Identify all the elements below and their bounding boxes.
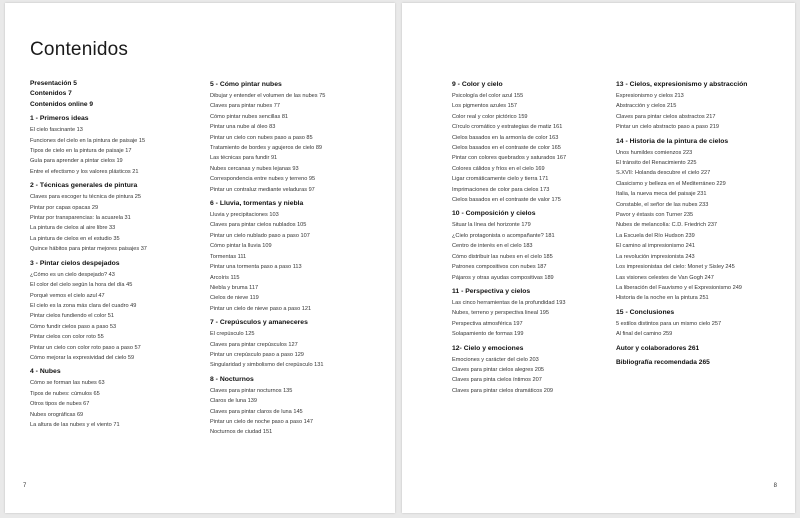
toc-entry: Arcoíris 115 — [210, 274, 240, 281]
toc-entry: Color real y color pictórico 159 — [452, 113, 528, 120]
toc-section-heading: 7 - Crepúsculos y amaneceres — [210, 319, 308, 327]
toc-entry: El color del cielo según la hora del día 45 — [30, 282, 133, 289]
toc-entry: Cómo fundir cielos paso a paso 53 — [30, 323, 117, 330]
toc-section-heading: 15 - Conclusiones — [616, 308, 675, 316]
toc-entry: La revolución impresionista 243 — [616, 253, 695, 260]
toc-column-4 — [616, 79, 786, 368]
page-number-left: 7 — [23, 483, 27, 489]
toc-entry: Pintar un cielo con color roto paso a paso 57 — [30, 344, 141, 351]
toc-entry: ¿Cómo es un cielo despejado? 43 — [30, 271, 115, 278]
toc-entry: Cómo mejorar la expresividad del cielo 59 — [30, 354, 135, 361]
toc-entry: Italia, la nueva meca del paisaje 231 — [616, 191, 707, 198]
toc-section-heading: 12- Cielo y emociones — [452, 344, 524, 352]
toc-entry: Cómo pintar la lluvia 109 — [210, 243, 272, 250]
toc-entry: El cielo es la zona más clara del cuadro 49 — [30, 302, 137, 309]
toc-entry: Cómo distribuir las nubes en el cielo 185 — [452, 253, 553, 260]
toc-entry: Pavor y éxtasis con Turner 235 — [616, 212, 694, 219]
toc-entry: Niebla y bruma 117 — [210, 284, 259, 291]
toc-entry: Claves para pintar cielos abstractos 217 — [616, 113, 716, 120]
toc-entry: Ligar cromáticamente cielo y tierra 171 — [452, 176, 549, 183]
toc-entry: Cielos basados en el contraste de color 165 — [452, 145, 561, 152]
toc-entry: Colores cálidos y fríos en el cielo 169 — [452, 165, 545, 172]
toc-entry: Claros de luna 139 — [210, 398, 257, 405]
toc-entry: Pintar cielos fundiendo el color 51 — [30, 313, 114, 320]
toc-section-heading: 8 - Nocturnos — [210, 375, 254, 383]
toc-entry: Tipos de nubes: cúmulos 65 — [30, 390, 100, 397]
toc-entry: Los pigmentos azules 157 — [452, 103, 517, 110]
toc-entry: El cielo fascinante 13 — [30, 127, 83, 134]
toc-section-heading: 2 - Técnicas generales de pintura — [30, 182, 138, 190]
toc-entry: Pintar un crepúsculo paso a paso 129 — [210, 351, 304, 358]
toc-entry: Las visiones celestes de Van Gogh 247 — [616, 274, 714, 281]
toc-entry: Pintar por transparencias: la acuarela 31 — [30, 215, 131, 222]
toc-entry: Pintar cielos con color roto 55 — [30, 334, 104, 341]
toc-entry: Guía para aprender a pintar cielos 19 — [30, 158, 123, 165]
toc-entry: Nubes de melancolía: C.D. Friedrich 237 — [616, 222, 718, 229]
toc-entry: Pintar un contraluz mediante veladuras 97 — [210, 186, 315, 193]
toc-entry: 5 estilos distintos para un mismo cielo 257 — [616, 320, 722, 327]
toc-entry: Funciones del cielo en la pintura de paisaje 15 — [30, 137, 146, 144]
toc-entry: La altura de las nubes y el viento 71 — [30, 421, 120, 428]
toc-entry: El camino al impresionismo 241 — [616, 243, 695, 250]
toc-entry: Claves para escoger tu técnica de pintura 25 — [30, 194, 142, 201]
toc-entry: Nubes orográficas 69 — [30, 411, 84, 418]
toc-entry: Psicología del color azul 155 — [452, 93, 524, 99]
toc-entry: Clasicismo y belleza en el Mediterráneo 229 — [616, 180, 726, 187]
toc-entry: Pintar un cielo nublado paso a paso 107 — [210, 232, 310, 239]
toc-entry: Claves para pintar nocturnos 135 — [210, 387, 293, 394]
toc-entry: Porqué vemos el cielo azul 47 — [30, 292, 105, 299]
toc-entry: Círculo cromático y estrategias de matiz 161 — [452, 124, 563, 131]
toc-entry: Las técnicas para fundir 91 — [210, 155, 278, 162]
toc-entry: Cómo pintar nubes sencillas 81 — [210, 113, 289, 120]
toc-entry: ¿Cielo protagonista o acompañante? 181 — [452, 232, 555, 239]
toc-section-heading: 14 - Historia de la pintura de cielos — [616, 137, 729, 145]
toc-entry: La pintura de cielos en el estudio 35 — [30, 235, 120, 242]
toc-entry: Historia de la noche en la pintura 251 — [616, 295, 709, 302]
toc-entry: Nubes, terreno y perspectiva lineal 195 — [452, 310, 550, 317]
toc-entry: Claves para pinta cielos íntimos 207 — [452, 377, 542, 384]
toc-main-entry: Bibliografía recomendada 265 — [616, 358, 710, 366]
toc-main-entry: Contenidos 7 — [30, 90, 72, 98]
toc-entry: Tratamiento de bordes y agujeros de cielo 89 — [210, 145, 323, 152]
toc-entry: Imprimaciones de color para cielos 173 — [452, 186, 550, 193]
toc-entry: Claves para pintar claros de luna 145 — [210, 408, 303, 415]
toc-main-entry: Autor y colaboradores 261 — [616, 344, 700, 352]
toc-section-heading: 1 - Primeros ideas — [30, 115, 89, 123]
toc-entry: El crepúsculo 125 — [210, 331, 255, 338]
toc-entry: Cielos basados en el contraste de valor 175 — [452, 197, 561, 204]
toc-section-heading: 13 - Cielos, expresionismo y abstracción — [616, 81, 748, 88]
toc-section-heading: 3 - Pintar cielos despejados — [30, 259, 120, 267]
toc-entry: Pintar un cielo abstracto paso a paso 219 — [616, 124, 719, 131]
toc-entry: La Escuela del Río Hudson 239 — [616, 232, 695, 239]
toc-entry: Claves para pintar cielos alegres 205 — [452, 366, 545, 373]
toc-main-entry: Contenidos online 9 — [30, 100, 94, 108]
toc-entry: Pintar una nube al óleo 83 — [210, 124, 276, 131]
toc-entry: Claves para pintar nubes 77 — [210, 103, 280, 110]
toc-entry: Dibujar y entender el volumen de las nubes 75 — [210, 93, 326, 99]
toc-entry: Entre el efectismo y los valores plásticos 21 — [30, 168, 139, 175]
toc-entry: Cielos de nieve 119 — [210, 295, 259, 302]
toc-entry: Al final del camino 259 — [616, 331, 673, 338]
toc-entry: Solapamiento de formas 199 — [452, 331, 524, 338]
toc-entry: Singularidad y simbolismo del crepúsculo 131 — [210, 362, 324, 369]
toc-entry: Los impresionistas del cielo: Monet y Sisley 245 — [616, 264, 735, 271]
toc-entry: Situar la línea del horizonte 179 — [452, 222, 531, 229]
toc-entry: Claves para pintar cielos nublados 105 — [210, 222, 307, 229]
toc-entry: S.XVII: Holanda descubre el cielo 227 — [616, 170, 711, 177]
toc-entry: Pintar con colores quebrados y saturados 167 — [452, 155, 567, 162]
toc-entry: Claves para pintar crepúsculos 127 — [210, 341, 298, 348]
page-title: Contenidos — [30, 39, 129, 60]
toc-entry: El tránsito del Renacimiento 225 — [616, 160, 697, 167]
toc-entry: Otros tipos de nubes 67 — [30, 401, 90, 408]
toc-entry: Pintar un cielo de nieve paso a paso 121 — [210, 305, 312, 312]
toc-column-1 — [30, 79, 200, 430]
toc-entry: Lluvia y precipitaciones 103 — [210, 212, 279, 219]
toc-entry: Tipos de cielo en la pintura de paisaje 17 — [30, 148, 132, 155]
toc-section-heading: 6 - Lluvia, tormentas y niebla — [210, 200, 304, 208]
toc-entry: Pintar por capas opacas 29 — [30, 204, 99, 211]
toc-entry: La pintura de cielos al aire libre 33 — [30, 225, 116, 232]
toc-entry: Cielos basados en la armonía de color 163 — [452, 134, 559, 141]
toc-main-entry: Presentación 5 — [30, 80, 77, 87]
toc-section-heading: 9 - Color y cielo — [452, 81, 503, 88]
toc-section-heading: 4 - Nubes — [30, 368, 61, 376]
toc-entry: Emociones y carácter del cielo 203 — [452, 356, 539, 363]
toc-column-2 — [210, 79, 380, 438]
toc-entry: Las cinco herramientas de la profundidad 193 — [452, 299, 566, 306]
toc-section-heading: 5 - Cómo pintar nubes — [210, 81, 282, 88]
toc-entry: Pájaros y otras ayudas compositivas 189 — [452, 274, 554, 281]
toc-entry: Claves para pintar cielos dramáticos 209 — [452, 387, 554, 394]
right-page — [402, 3, 795, 513]
toc-entry: Abstracción y cielos 215 — [616, 103, 677, 110]
toc-entry: Quince hábitos para pintar mejores paisajes 37 — [30, 246, 147, 253]
left-page — [5, 3, 395, 513]
toc-column-3 — [452, 79, 622, 396]
toc-entry: Pintar un cielo con nubes paso a paso 85 — [210, 134, 313, 141]
toc-entry: Expresionismo y cielos 213 — [616, 93, 684, 99]
toc-entry: Tormentas 111 — [210, 253, 247, 260]
toc-entry: Pintar una tormenta paso a paso 113 — [210, 264, 302, 271]
toc-entry: Patrones compositivos con nubes 187 — [452, 264, 547, 271]
toc-entry: Constable, el señor de las nubes 233 — [616, 201, 709, 208]
toc-entry: Pintar un cielo de noche paso a paso 147 — [210, 418, 313, 425]
toc-section-heading: 11 - Perspectiva y cielos — [452, 287, 531, 295]
page-number-right: 8 — [773, 483, 777, 489]
toc-entry: Correspondencia entre nubes y terreno 95 — [210, 176, 316, 183]
toc-section-heading: 10 - Composición y cielos — [452, 210, 536, 218]
toc-entry: Perspectiva atmosférica 197 — [452, 320, 523, 327]
toc-entry: Nubes cercanas y nubes lejanas 93 — [210, 165, 299, 172]
toc-entry: Cómo se forman las nubes 63 — [30, 380, 105, 387]
toc-entry: Centro de interés en el cielo 183 — [452, 243, 533, 250]
toc-entry: Unos humildes comienzos 223 — [616, 149, 693, 156]
toc-entry: Nocturnos de ciudad 151 — [210, 429, 273, 436]
toc-entry: La liberación del Fauvismo y el Expresionismo 249 — [616, 284, 742, 291]
